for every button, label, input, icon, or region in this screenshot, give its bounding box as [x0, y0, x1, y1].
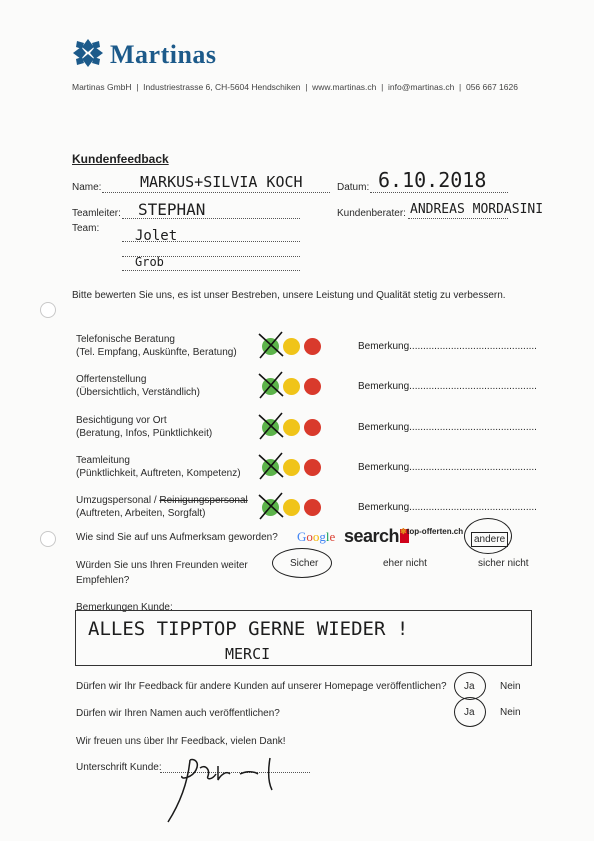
logo-icon — [72, 38, 104, 73]
rating-bad-icon[interactable] — [304, 338, 321, 355]
name-field[interactable]: MARKUS+SILVIA KOCH — [140, 173, 303, 191]
criterion-title: Besichtigung vor Ort (Beratung, Infos, Pünktlichkeit) — [76, 415, 213, 439]
criterion-title: Teamleitung (Pünktlichkeit, Auftreten, Kompetenz) — [76, 455, 241, 479]
criterion-remark-field[interactable]: Bemerkung.............................................. — [358, 462, 537, 473]
criterion-remark-field[interactable]: Bemerkung.............................................. — [358, 502, 537, 513]
datum-label: Datum: — [337, 182, 370, 193]
criterion-title: Umzugspersonal / Reinigungspersonal (Auftreten, Arbeiten, Sorgfalt) — [76, 495, 248, 519]
intro-text: Bitte bewerten Sie uns, es ist unser Bestreben, unsere Leistung und Qualität stetig zu verbessern. — [72, 290, 506, 301]
customer-signature — [160, 740, 300, 835]
publish-question: Dürfen wir Ihr Feedback für andere Kunden auf unserer Homepage veröffentlichen? — [76, 681, 447, 692]
criterion-remark-field[interactable]: Bemerkung.............................................. — [358, 381, 537, 392]
name-publish-nein[interactable]: Nein — [500, 707, 521, 718]
name-publish-question: Dürfen wir Ihren Namen auch veröffentlichen? — [76, 708, 280, 719]
brand-name: Martinas — [110, 40, 217, 69]
criterion-remark-field[interactable]: Bemerkung.............................................. — [358, 422, 537, 433]
recommend-sicher[interactable]: Sicher — [290, 558, 319, 569]
rating-bad-icon[interactable] — [304, 419, 321, 436]
punch-hole-top — [40, 302, 56, 318]
rating-bad-icon[interactable] — [304, 378, 321, 395]
source-search-ch[interactable]: search — [344, 526, 409, 547]
source-selected-circle — [464, 518, 512, 554]
kundenberater-label: Kundenberater: — [337, 208, 406, 219]
publish-ja[interactable]: Ja — [464, 681, 475, 692]
team-member-1[interactable]: Jolet — [135, 228, 178, 244]
signature-label: Unterschrift Kunde: — [76, 762, 162, 773]
rating-faces[interactable] — [262, 417, 332, 439]
rating-check-mark — [256, 370, 286, 400]
rating-faces[interactable] — [262, 497, 332, 519]
publish-nein[interactable]: Nein — [500, 681, 521, 692]
rating-check-mark — [256, 411, 286, 441]
name-publish-ja[interactable]: Ja — [464, 707, 475, 718]
rating-bad-icon[interactable] — [304, 499, 321, 516]
teamleiter-field[interactable]: STEPHAN — [138, 200, 206, 219]
source-top-offerten[interactable]: ✱top-offerten.ch — [400, 527, 464, 536]
recommend-eher-nicht[interactable]: eher nicht — [383, 558, 427, 569]
name-publish-ja-circle — [454, 697, 486, 727]
source-andere[interactable]: andere — [471, 532, 508, 547]
customer-remarks-line2: MERCI — [225, 645, 271, 663]
recommend-selected-circle — [272, 548, 332, 578]
customer-remarks-line1: ALLES TIPPTOP GERNE WIEDER ! — [88, 618, 409, 640]
rating-faces[interactable] — [262, 457, 332, 479]
rating-faces[interactable] — [262, 376, 332, 398]
rating-check-mark — [256, 451, 286, 481]
customer-remarks-label: Bemerkungen Kunde: — [76, 602, 173, 613]
kundenberater-field[interactable]: ANDREAS MORDASINI — [410, 202, 544, 217]
criterion-remark-field[interactable]: Bemerkung.............................................. — [358, 341, 537, 352]
team-member-2[interactable]: Grob — [135, 255, 164, 269]
rating-check-mark — [256, 491, 286, 521]
rating-check-mark — [256, 330, 286, 360]
source-google[interactable]: Google — [297, 529, 336, 544]
team-label: Team: — [72, 223, 100, 234]
criterion-title: Offertenstellung (Übersichtlich, Verständlich) — [76, 374, 200, 398]
rating-faces[interactable] — [262, 336, 332, 358]
punch-hole-bottom — [40, 531, 56, 547]
publish-ja-circle — [454, 672, 486, 700]
recommend-sicher-nicht[interactable]: sicher nicht — [478, 558, 529, 569]
rating-bad-icon[interactable] — [304, 459, 321, 476]
teamleiter-label: Teamleiter: — [72, 208, 121, 219]
company-address: Martinas GmbH | Industriestrasse 6, CH-5604 Hendschiken | www.martinas.ch | info@martinas.ch | 056 667 1626 — [72, 82, 518, 92]
source-question: Wie sind Sie auf uns Aufmerksam geworden? — [76, 532, 278, 543]
recommend-question: Würden Sie uns Ihren Freunden weiter Empfehlen? — [76, 560, 248, 586]
thanks-text: Wir freuen uns über Ihr Feedback, vielen Dank! — [76, 736, 286, 747]
form-title: Kundenfeedback — [72, 152, 169, 166]
name-label: Name: — [72, 182, 102, 193]
datum-field[interactable]: 6.10.2018 — [378, 168, 487, 192]
criterion-title: Telefonische Beratung (Tel. Empfang, Auskünfte, Beratung) — [76, 334, 237, 358]
